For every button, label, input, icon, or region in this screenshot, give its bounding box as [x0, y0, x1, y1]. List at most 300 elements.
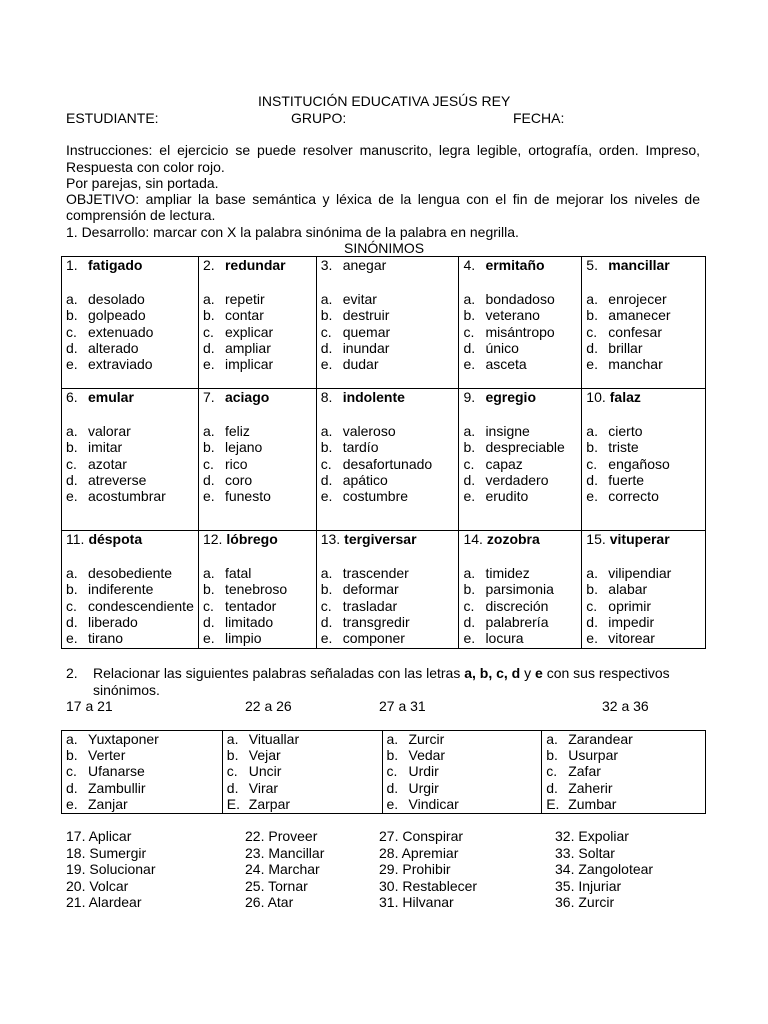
option-letter: a. [463, 423, 476, 439]
option-list [317, 565, 459, 646]
option-text: Verter [88, 747, 126, 764]
numbered-word: 26. Atar [245, 894, 294, 910]
option-list [459, 291, 581, 372]
option-letter: e. [202, 356, 215, 373]
option-text: cierto [608, 423, 643, 439]
student-label: ESTUDIANTE: [66, 110, 159, 126]
option-letter: E. [546, 795, 560, 812]
answer-option[interactable] [463, 488, 581, 504]
numbered-word: 22. Proveer [245, 828, 318, 844]
answer-option[interactable] [321, 581, 459, 597]
matching-option-column [542, 731, 706, 814]
option-text: deformar [342, 581, 399, 598]
target-word: lóbrego [226, 531, 278, 547]
answer-option[interactable] [463, 439, 581, 455]
question-number: 11. [66, 531, 85, 547]
option-text: liberado [88, 613, 138, 630]
option-letter: e. [463, 630, 476, 647]
option-letter: a. [202, 565, 215, 581]
answer-option[interactable] [203, 423, 316, 439]
option-letter: b. [66, 747, 78, 764]
synonym-question [459, 257, 582, 389]
section-2-text-continued: sinónimos. [93, 682, 160, 698]
option-text: lejano [224, 439, 263, 456]
option-text: vilipendiar [608, 565, 672, 581]
option-letter: e. [586, 488, 598, 505]
option-letter: c. [463, 323, 475, 340]
numbered-word: 18. Sumergir [66, 844, 147, 861]
answer-option[interactable] [66, 630, 198, 646]
synonyms-row [62, 531, 706, 649]
answer-option[interactable] [586, 324, 705, 340]
question-heading [199, 257, 316, 273]
question-number: 5. [586, 257, 598, 273]
answer-option[interactable] [463, 340, 581, 356]
option-text: Vindicar [408, 795, 459, 812]
option-letter: b. [463, 307, 476, 324]
answer-option[interactable] [321, 307, 459, 323]
numbered-word: 19. Solucionar [66, 861, 156, 877]
answer-option[interactable] [463, 456, 581, 472]
answer-option[interactable] [321, 291, 459, 307]
option-text: trascender [342, 565, 409, 581]
answer-option[interactable] [321, 630, 459, 646]
option-text: capaz [485, 455, 523, 472]
range-label: 32 a 36 [602, 698, 649, 714]
option-list [199, 565, 316, 646]
matching-option [546, 780, 705, 796]
target-word: indolente [342, 389, 405, 405]
instructions-line-1: Instrucciones: el ejercicio se puede resolver manuscrito, legra legible, ortografía, orden. Impreso, [66, 142, 700, 158]
question-number: 13. [320, 531, 341, 547]
objective-line-2: comprensión de lectura. [66, 207, 216, 223]
answer-option[interactable] [66, 307, 198, 323]
option-text: destruir [342, 307, 390, 324]
option-text: alabar [608, 581, 648, 598]
range-label: 22 a 26 [245, 698, 292, 714]
synonym-question [198, 531, 316, 649]
option-letter: c. [386, 763, 398, 780]
option-text: locura [485, 630, 524, 647]
option-letter: c. [463, 597, 475, 614]
option-letter: d. [66, 471, 78, 488]
answer-option[interactable] [463, 630, 581, 646]
option-letter: d. [226, 779, 239, 796]
option-text: Yuxtaponer [88, 731, 159, 747]
option-text: Usurpar [568, 747, 619, 764]
numbered-word: 20. Volcar [66, 877, 129, 894]
option-letter: b. [66, 439, 78, 456]
matching-option [66, 763, 222, 779]
option-letter: a. [586, 565, 598, 581]
answer-option[interactable] [321, 614, 459, 630]
answer-option[interactable] [463, 324, 581, 340]
option-letter: c. [66, 763, 77, 780]
option-text: azotar [88, 455, 127, 472]
option-text: desafortunado [342, 455, 433, 472]
option-text: dudar [342, 356, 379, 373]
option-text: inundar [342, 339, 390, 356]
answer-option[interactable] [321, 439, 459, 455]
option-text: despreciable [485, 439, 565, 456]
numbered-word: 35. Injuriar [555, 877, 622, 894]
option-letter: e. [320, 630, 333, 647]
option-text: evitar [342, 291, 377, 307]
question-heading [582, 531, 705, 547]
option-letter: a. [386, 731, 399, 747]
option-text: insigne [485, 423, 530, 439]
synonym-question [582, 389, 706, 531]
option-text: trasladar [342, 597, 398, 614]
option-text: valorar [88, 423, 131, 439]
option-letter: a. [320, 423, 333, 439]
answer-option[interactable] [463, 291, 581, 307]
option-letter: e. [66, 795, 78, 812]
option-letter: a. [546, 731, 558, 747]
answer-option[interactable] [586, 456, 705, 472]
question-heading [199, 531, 316, 547]
option-letter: b. [66, 581, 78, 598]
option-letter: d. [320, 471, 333, 488]
numbered-word: 24. Marchar [245, 861, 320, 877]
answer-option[interactable] [66, 340, 198, 356]
option-text: componer [342, 630, 405, 647]
answer-option[interactable] [203, 472, 316, 488]
matching-option-column [62, 731, 223, 814]
option-list [582, 291, 705, 372]
group-label: GRUPO: [291, 110, 347, 126]
option-text: fuerte [608, 471, 645, 488]
option-text: engañoso [608, 455, 670, 472]
option-letter: b. [586, 581, 598, 598]
question-heading [459, 531, 581, 547]
answer-option[interactable] [586, 356, 705, 372]
option-text: discreción [485, 597, 549, 614]
option-text: desolado [88, 291, 145, 307]
word-column [66, 828, 156, 911]
answer-option[interactable] [463, 356, 581, 372]
answer-option[interactable] [203, 565, 316, 581]
question-number: 2. [202, 257, 215, 273]
option-letter: d. [463, 613, 476, 630]
answer-option[interactable] [586, 423, 705, 439]
answer-option[interactable] [203, 598, 316, 614]
instructions-line-3: Por parejas, sin portada. [66, 175, 219, 191]
question-heading [317, 531, 459, 547]
answer-option[interactable] [321, 456, 459, 472]
matching-option [227, 747, 382, 763]
answer-option[interactable] [321, 488, 459, 504]
answer-option[interactable] [321, 472, 459, 488]
answer-option[interactable] [66, 356, 198, 372]
option-text: impedir [608, 613, 655, 630]
target-word: redundar [224, 257, 286, 273]
option-text: coro [224, 471, 253, 488]
option-letter: e. [463, 488, 476, 505]
answer-option[interactable] [203, 488, 316, 504]
answer-option[interactable] [586, 439, 705, 455]
target-word: zozobra [486, 531, 540, 547]
matching-option [387, 796, 542, 812]
option-text: parsimonia [485, 581, 554, 598]
option-text: manchar [608, 356, 663, 373]
option-text: asceta [485, 356, 527, 373]
matching-option [227, 796, 382, 812]
synonym-question [62, 257, 199, 389]
option-letter: b. [463, 581, 476, 598]
option-letter: c. [320, 597, 332, 614]
answer-option[interactable] [321, 423, 459, 439]
answer-option[interactable] [586, 291, 705, 307]
option-letter: b. [226, 747, 239, 764]
option-letter: b. [320, 581, 333, 598]
option-text: ampliar [224, 339, 271, 356]
option-text: limitado [224, 613, 274, 630]
option-letter: e. [463, 356, 476, 373]
option-text: explicar [224, 323, 274, 340]
answer-option[interactable] [463, 614, 581, 630]
answer-option[interactable] [321, 598, 459, 614]
answer-option[interactable] [203, 307, 316, 323]
answer-option[interactable] [203, 456, 316, 472]
option-letter: c. [320, 455, 332, 472]
matching-option [387, 747, 542, 763]
answer-option[interactable] [66, 324, 198, 340]
option-text: extenuado [88, 323, 154, 340]
target-word: déspota [88, 531, 143, 547]
option-text: oprimir [608, 597, 652, 614]
option-letter: c. [202, 597, 214, 614]
numbered-word: 27. Conspirar [379, 828, 464, 844]
option-letter: c. [586, 323, 598, 340]
answer-option[interactable] [66, 423, 198, 439]
option-list [317, 291, 459, 372]
option-text: contar [224, 307, 264, 324]
question-heading [459, 389, 581, 405]
option-letter: a. [66, 423, 78, 439]
option-text: Vejar [248, 747, 281, 764]
matching-option [227, 780, 382, 796]
question-heading [199, 389, 316, 405]
question-heading [62, 531, 198, 547]
option-letter: d. [586, 613, 598, 630]
answer-option[interactable] [321, 356, 459, 372]
question-number: 9. [463, 389, 476, 405]
numbered-word: 21. Alardear [66, 894, 142, 910]
answer-option[interactable] [66, 598, 198, 614]
option-text: limpio [224, 630, 262, 647]
option-letter: a. [226, 731, 239, 747]
target-word: emular [88, 389, 134, 405]
option-text: condescendiente [88, 597, 194, 614]
option-letter: d. [66, 779, 78, 796]
option-letter: a. [586, 291, 598, 307]
option-letter: e. [586, 630, 598, 647]
answer-option[interactable] [203, 439, 316, 455]
answer-option[interactable] [586, 630, 705, 646]
answer-option[interactable] [203, 630, 316, 646]
option-text: enrojecer [608, 291, 667, 307]
option-letter: b. [386, 747, 399, 764]
option-letter: d. [386, 779, 399, 796]
answer-option[interactable] [203, 291, 316, 307]
question-number: 4. [463, 257, 476, 273]
option-letter: a. [320, 291, 333, 307]
option-list [199, 423, 316, 504]
option-text: confesar [608, 323, 662, 340]
option-letter: b. [202, 581, 215, 598]
answer-option[interactable] [203, 324, 316, 340]
option-list [317, 423, 459, 504]
answer-option[interactable] [463, 307, 581, 323]
option-list [62, 423, 198, 504]
answer-option[interactable] [586, 565, 705, 581]
question-number: 1. [66, 257, 78, 273]
option-text: Zaherir [568, 779, 613, 796]
option-letter: b. [463, 439, 476, 456]
option-text: triste [608, 439, 639, 456]
question-number: 8. [320, 389, 333, 405]
option-text: erudito [485, 488, 529, 505]
option-text: Zafar [568, 763, 601, 780]
question-number: 12. [202, 531, 223, 547]
question-heading [582, 257, 705, 273]
option-letter: a. [202, 291, 215, 307]
answer-option[interactable] [203, 581, 316, 597]
numbered-word: 34. Zangolotear [555, 861, 654, 877]
option-letter: e. [66, 356, 78, 373]
option-letter: b. [320, 439, 333, 456]
option-text: extraviado [88, 356, 153, 373]
option-letter: c. [226, 763, 238, 780]
answer-option[interactable] [66, 565, 198, 581]
option-text: Vituallar [248, 731, 300, 747]
answer-option[interactable] [66, 614, 198, 630]
option-letter: b. [586, 439, 598, 456]
option-text: Urgir [408, 779, 439, 796]
option-text: rico [224, 455, 248, 472]
option-letter: b. [546, 747, 558, 764]
synonym-question [582, 257, 706, 389]
option-text: valeroso [342, 423, 396, 439]
answer-option[interactable] [586, 488, 705, 504]
answer-option[interactable] [321, 565, 459, 581]
matching-option [227, 731, 382, 747]
option-letter: a. [66, 565, 78, 581]
option-text: Uncir [248, 763, 282, 780]
question-heading [317, 257, 459, 273]
option-letter: c. [586, 597, 598, 614]
answer-option[interactable] [463, 472, 581, 488]
synonym-question [62, 389, 199, 531]
answer-option[interactable] [586, 598, 705, 614]
option-letter: c. [463, 455, 475, 472]
target-word: egregio [485, 389, 537, 405]
option-text: único [485, 339, 519, 356]
option-text: golpeado [88, 307, 146, 324]
answer-option[interactable] [586, 307, 705, 323]
numbered-word: 33. Soltar [555, 844, 615, 861]
answer-option[interactable] [203, 614, 316, 630]
synonyms-row [62, 257, 706, 389]
answer-option[interactable] [321, 324, 459, 340]
target-word: vituperar [609, 531, 670, 547]
answer-option[interactable] [586, 614, 705, 630]
option-text: Zarandear [568, 731, 633, 747]
option-text: desobediente [88, 565, 173, 581]
answer-option[interactable] [66, 456, 198, 472]
numbered-word: 29. Prohibir [379, 861, 451, 877]
answer-option[interactable] [586, 581, 705, 597]
answer-option[interactable] [66, 439, 198, 455]
option-text: Zambullir [88, 779, 146, 796]
answer-option[interactable] [321, 340, 459, 356]
option-list [582, 423, 705, 504]
option-text: tentador [224, 597, 277, 614]
option-letter: c. [66, 323, 77, 340]
synonym-question [459, 389, 582, 531]
option-text: Vedar [408, 747, 446, 764]
matching-option [66, 780, 222, 796]
answer-option[interactable] [66, 472, 198, 488]
word-column [379, 828, 477, 911]
option-letter: a. [320, 565, 333, 581]
option-text: repetir [224, 291, 265, 307]
option-text: correcto [608, 488, 659, 505]
target-word: anegar [342, 257, 387, 273]
answer-option[interactable] [463, 581, 581, 597]
target-word: ermitaño [485, 257, 545, 273]
option-text: atreverse [88, 471, 147, 488]
question-number: 10. [586, 389, 606, 405]
option-letter: e. [66, 488, 78, 505]
question-heading [459, 257, 581, 273]
synonyms-table [61, 256, 706, 649]
synonym-question [459, 531, 582, 649]
question-number: 3. [320, 257, 333, 273]
answer-option[interactable] [66, 581, 198, 597]
answer-option[interactable] [463, 565, 581, 581]
option-letter: d. [586, 471, 598, 488]
date-label: FECHA: [513, 110, 565, 126]
answer-option[interactable] [586, 472, 705, 488]
answer-option[interactable] [66, 488, 198, 504]
option-text: Zumbar [568, 795, 617, 812]
answer-option[interactable] [463, 423, 581, 439]
word-column [555, 828, 653, 911]
option-letter: c. [320, 323, 332, 340]
matching-option [66, 731, 222, 747]
option-text: misántropo [485, 323, 555, 340]
option-text: brillar [608, 339, 643, 356]
option-letter: d. [546, 779, 558, 796]
target-word: aciago [224, 389, 270, 405]
option-letter: e. [320, 356, 333, 373]
answer-option[interactable] [66, 291, 198, 307]
numbered-word: 30. Restablecer [379, 877, 478, 894]
answer-option[interactable] [463, 598, 581, 614]
matching-option [387, 780, 542, 796]
matching-option [66, 796, 222, 812]
option-letter: a. [66, 291, 78, 307]
option-text: amanecer [608, 307, 671, 324]
range-label: 27 a 31 [379, 698, 426, 714]
answer-option[interactable] [203, 340, 316, 356]
option-letter: c. [66, 597, 77, 614]
option-text: Ufanarse [88, 763, 145, 780]
answer-option[interactable] [586, 340, 705, 356]
answer-option[interactable] [203, 356, 316, 372]
